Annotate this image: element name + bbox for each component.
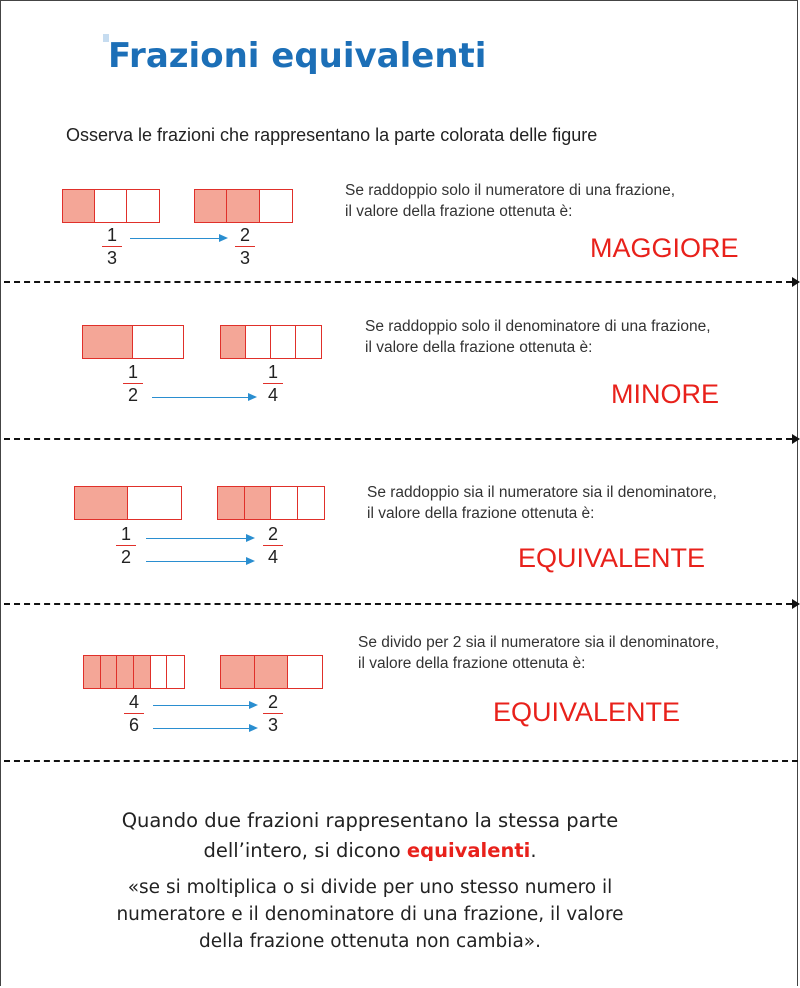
divider-dashed [4,281,792,283]
arrow-right-icon [130,238,226,239]
conclusion-quote [90,874,650,955]
fraction-bar-from [62,189,160,223]
numerator: 2 [267,524,278,544]
description-line: Se raddoppio sia il numeratore sia il denominatore, [367,484,717,501]
bar-part [128,487,181,519]
bar-part-filled [255,656,289,688]
divider-dashed [4,603,792,605]
denominator: 3 [267,715,278,735]
arrow-right-icon [153,705,256,706]
bar-part-filled [221,656,255,688]
conclusion-line: Quando due frazioni rappresentano la stessa parte [121,809,619,832]
numerator: 4 [128,692,139,712]
fraction-from [100,225,124,268]
bar-part [298,487,325,519]
bar-part-filled [117,656,134,688]
fraction-from [121,362,145,405]
fraction-line [263,545,283,546]
numerator: 2 [267,692,278,712]
numerator: 2 [239,225,250,245]
divider-dashed [4,760,798,762]
fraction-from [122,692,146,735]
denominator: 4 [267,385,278,405]
bar-part-filled [134,656,151,688]
arrow-right-icon [146,538,253,539]
bar-part [167,656,184,688]
fraction-bar-from [83,655,185,689]
fraction-to [261,362,285,405]
fraction-to [233,225,257,268]
bar-part [260,190,292,222]
intro-text: Osserva le frazioni che rappresentano la parte colorata delle figure [66,125,598,145]
denominator: 3 [106,248,117,268]
quote-line: «se si moltiplica o si divide per uno stesso numero il [127,877,613,898]
description-line: il valore della frazione ottenuta è: [365,339,593,356]
description-line: Se raddoppio solo il numeratore di una frazione, [345,182,676,199]
rule-description [365,316,711,358]
description-line: il valore della frazione ottenuta è: [367,505,595,522]
bar-part [296,326,321,358]
fraction-bar-from [74,486,182,520]
denominator: 2 [120,547,131,567]
numerator: 1 [127,362,138,382]
fraction-bar-from [82,325,184,359]
bar-part [95,190,127,222]
fraction-line [123,383,143,384]
fraction-line [235,246,255,247]
result-label: EQUIVALENTE [493,697,681,727]
bar-part [246,326,271,358]
rule-description [358,632,719,674]
bar-part-filled [75,487,128,519]
rule-description [367,482,717,524]
divider-arrowhead [792,277,800,287]
bar-part-filled [63,190,95,222]
bar-part-filled [83,326,133,358]
fraction-line [124,713,144,714]
description-line: Se divido per 2 sia il numeratore sia il denominatore, [358,634,719,651]
fraction-line [263,713,283,714]
fraction-bar-to [220,325,322,359]
description-line: Se raddoppio solo il denominatore di una frazione, [365,318,711,335]
conclusion-text: . [530,839,537,862]
page-title: Frazioni equivalenti [108,36,487,76]
bar-part-filled [245,487,272,519]
divider-arrowhead [792,599,800,609]
bar-part-filled [218,487,245,519]
quote-line: numeratore e il denominatore di una frazione, il valore [116,904,624,925]
fraction-line [263,383,283,384]
fraction-to [261,524,285,567]
description-line: il valore della frazione ottenuta è: [358,655,586,672]
numerator: 1 [267,362,278,382]
divider-dashed [4,438,792,440]
fraction-line [102,246,122,247]
arrow-right-icon [146,561,253,562]
bar-part [151,656,168,688]
bar-part-filled [101,656,118,688]
fraction-bar-to [194,189,293,223]
denominator: 2 [127,385,138,405]
bar-part-filled [84,656,101,688]
bar-part [271,326,296,358]
fraction-from [114,524,138,567]
fraction-bar-to [217,486,325,520]
conclusion-line [100,836,640,866]
conclusion-statement [100,806,640,866]
result-label: MAGGIORE [590,233,739,263]
result-label: EQUIVALENTE [518,543,706,573]
denominator: 6 [128,715,139,735]
bar-part [288,656,322,688]
bar-part-filled [221,326,246,358]
description-line: il valore della frazione ottenuta è: [345,203,573,220]
quote-line: della frazione ottenuta non cambia». [199,931,541,952]
numerator: 1 [120,524,131,544]
highlight-term: equivalenti [406,839,531,862]
numerator: 1 [106,225,117,245]
bar-part-filled [195,190,227,222]
conclusion-text: dell’intero, si dicono [203,839,407,862]
arrow-right-icon [153,728,256,729]
rule-description [345,180,675,222]
fraction-bar-to [220,655,323,689]
fraction-line [116,545,136,546]
divider-arrowhead [792,434,800,444]
bar-part [133,326,183,358]
result-label: MINORE [611,379,719,409]
bar-part-filled [227,190,259,222]
denominator: 3 [239,248,250,268]
arrow-right-icon [152,397,255,398]
fraction-to [261,692,285,735]
bar-part [127,190,159,222]
denominator: 4 [267,547,278,567]
bar-part [271,487,298,519]
